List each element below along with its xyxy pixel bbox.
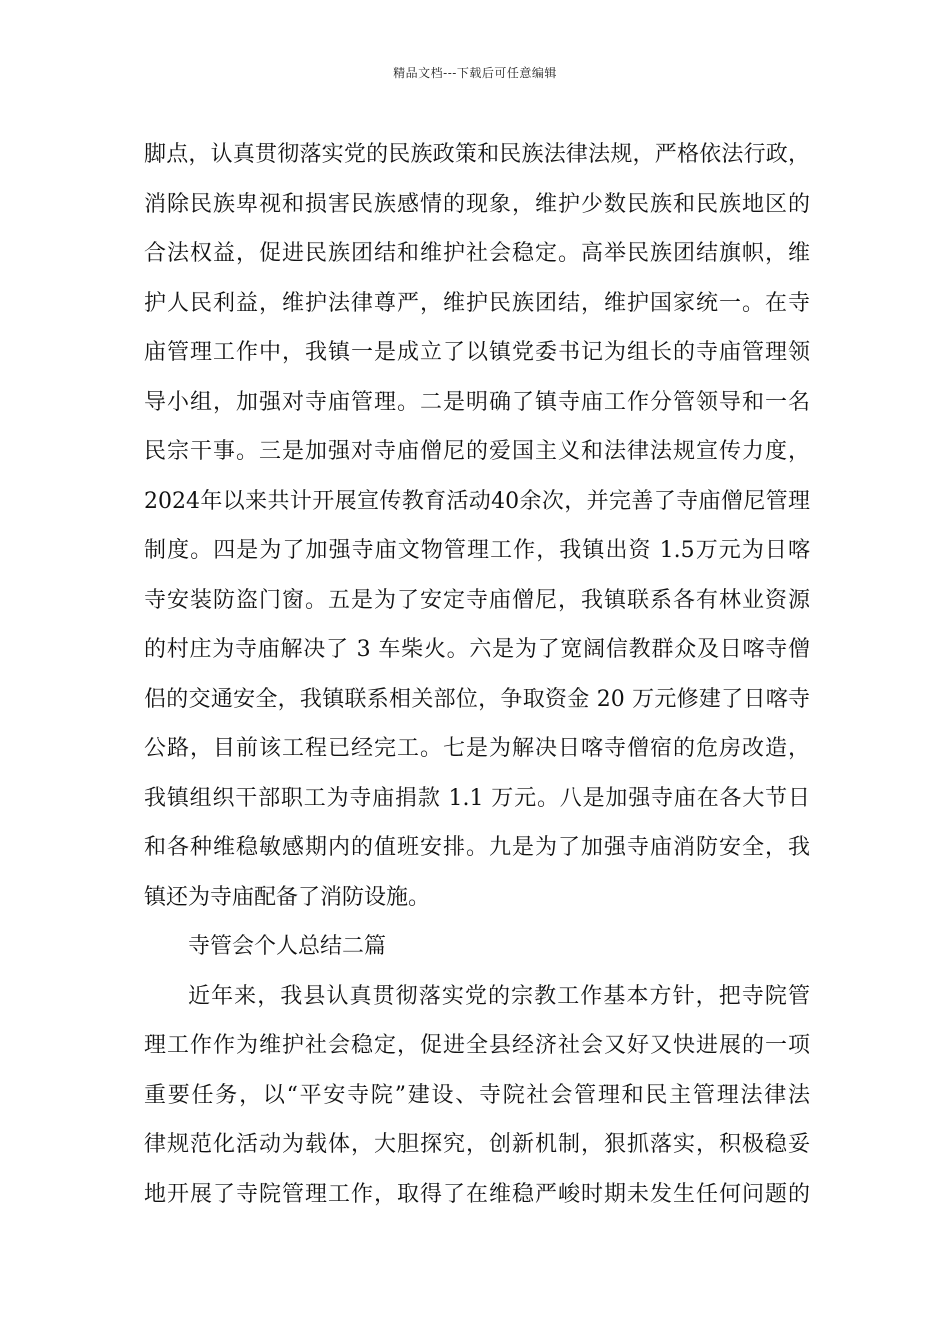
paragraph-line: 2024年以来共计开展宣传教育活动40余次，并完善了寺庙僧尼管理 [144,488,810,514]
page-header: 精品文档---下载后可任意编辑 [393,66,557,80]
paragraph-line: 重要任务，以“平安寺院”建设、寺院社会管理和民主管理法律法 [144,1082,810,1108]
paragraph-line: 镇还为寺庙配备了消防设施。 [144,884,431,910]
paragraph-line: 的村庄为寺庙解决了 3 车柴火。六是为了宽阔信教群众及日喀寺僧 [144,637,810,662]
paragraph-line: 导小组，加强对寺庙管理。二是明确了镇寺庙工作分管领导和一名 [144,389,810,415]
paragraph-line: 侣的交通安全，我镇联系相关部位，争取资金 20 万元修建了日喀寺 [144,686,810,712]
paragraph-line: 寺安装防盗门窗。五是为了安定寺庙僧尼，我镇联系各有林业资源 [144,587,810,613]
paragraph-line: 我镇组织干部职工为寺庙捐款 1.1 万元。八是加强寺庙在各大节日 [144,785,810,811]
paragraph-line: 地开展了寺院管理工作，取得了在维稳严峻时期未发生任何问题的 [144,1181,810,1207]
paragraph-line: 和各种维稳敏感期内的值班安排。九是为了加强寺庙消防安全，我 [144,835,810,860]
paragraph-line: 护人民利益，维护法律尊严，维护民族团结，维护国家统一。在寺 [144,290,810,316]
paragraph-line: 制度。四是为了加强寺庙文物管理工作，我镇出资 1.5万元为日喀 [144,538,810,563]
paragraph-line: 公路，目前该工程已经完工。七是为解决日喀寺僧宿的危房改造， [144,736,810,761]
paragraph-line: 律规范化活动为载体，大胆探究，创新机制，狠抓落实，积极稳妥 [144,1132,810,1157]
document-body [144,130,810,1219]
paragraph-line: 理工作作为维护社会稳定，促进全县经济社会又好又快进展的一项 [144,1033,810,1058]
paragraph-line: 脚点，认真贯彻落实党的民族政策和民族法律法规，严格依法行政， [144,142,810,167]
section-heading: 寺管会个人总结二篇 [188,934,387,959]
paragraph-line: 近年来，我县认真贯彻落实党的宗教工作基本方针，把寺院管 [188,983,810,1009]
paragraph-line: 消除民族卑视和损害民族感情的现象，维护少数民族和民族地区的 [144,191,810,217]
paragraph-line: 庙管理工作中，我镇一是成立了以镇党委书记为组长的寺庙管理领 [144,340,810,365]
paragraph-line: 民宗干事。三是加强对寺庙僧尼的爱国主义和法律法规宣传力度， [144,439,810,464]
paragraph-line: 合法权益，促进民族团结和维护社会稳定。高举民族团结旗帜，维 [144,241,810,266]
